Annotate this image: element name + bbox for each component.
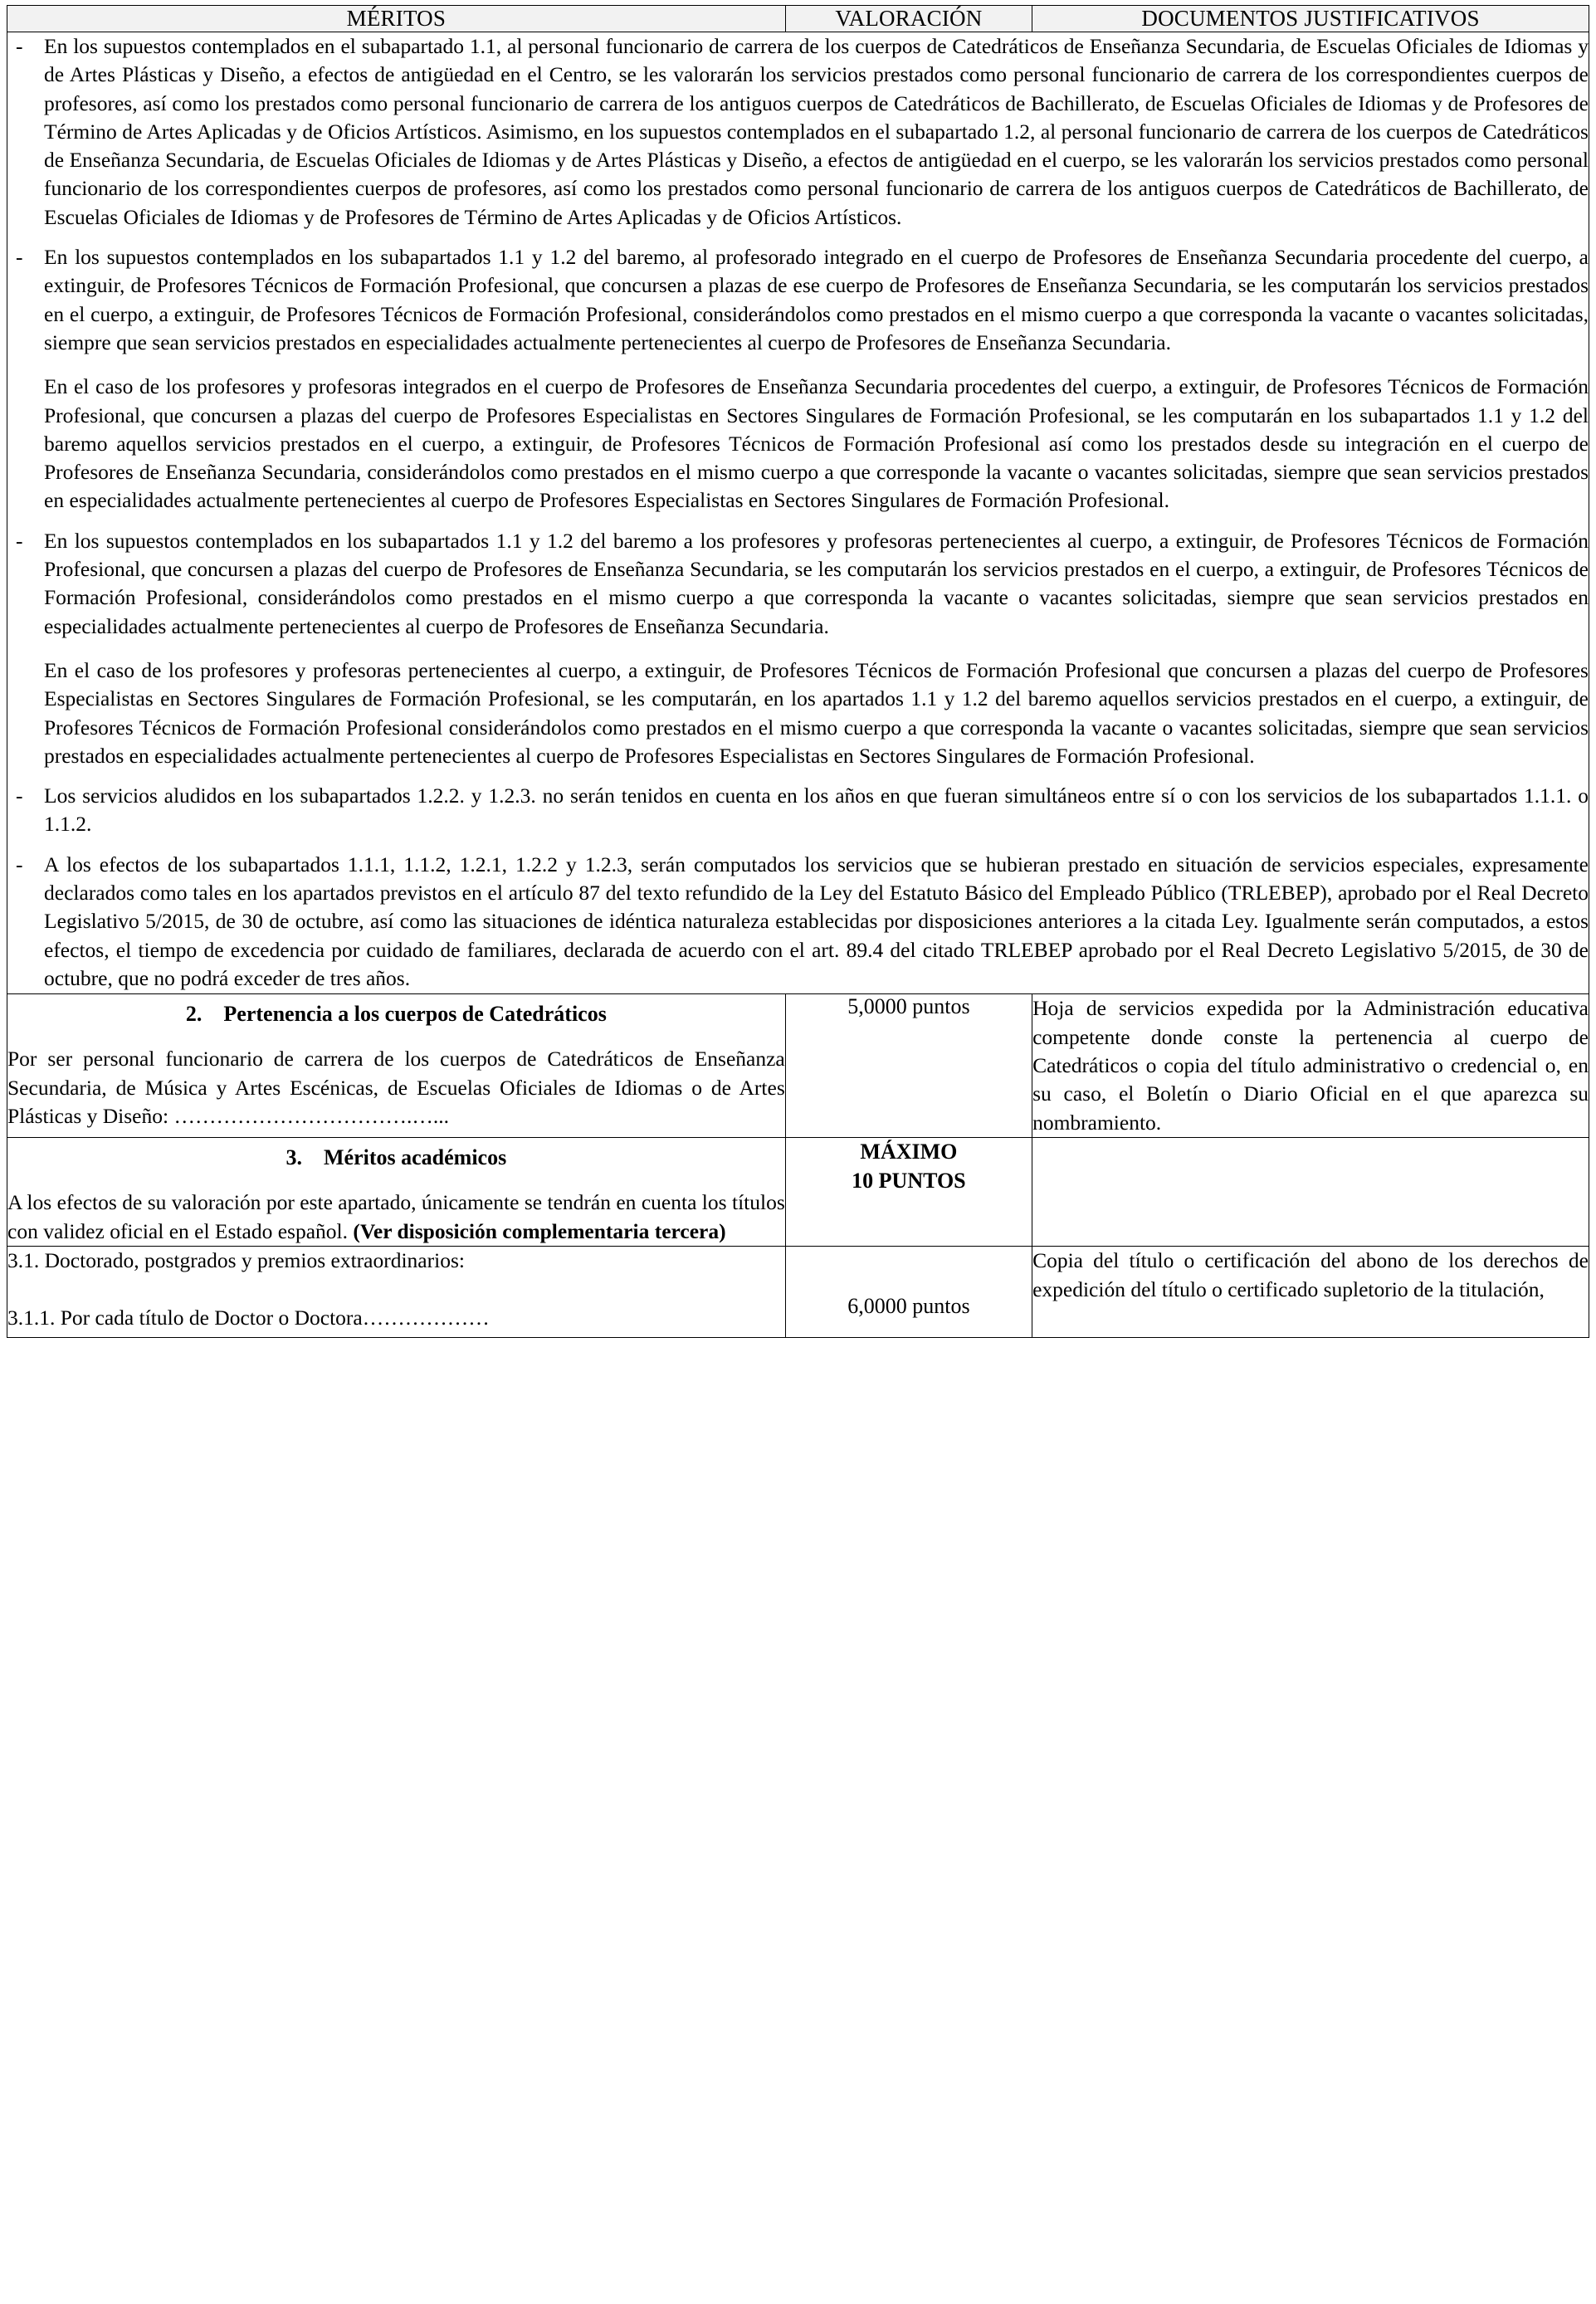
table-row-notes — [7, 32, 1589, 994]
section-3-title-text: Méritos académicos — [324, 1145, 507, 1170]
section-3-1-meritos-cell — [7, 1247, 786, 1338]
section-3-1-valoracion-cell: 6,0000 puntos — [785, 1247, 1032, 1338]
list-item — [7, 851, 1589, 993]
table-body — [7, 32, 1589, 1338]
section-3-title — [7, 1143, 785, 1172]
header-row — [7, 6, 1589, 32]
section-3-body-bold: (Ver disposición complementaria tercera) — [353, 1218, 726, 1243]
table-row-section-3-1 — [7, 1247, 1589, 1338]
section-3-1-documentos-cell: Copia del título o certificación del abono de los derechos de expedición del título o certificado supletorio de la titulación, — [1032, 1247, 1589, 1338]
section-3-1-1-item: 3.1.1. Por cada título de Doctor o Doctora……………… — [7, 1305, 490, 1330]
column-header-valoracion: VALORACIÓN — [785, 6, 1032, 32]
note-paragraph: - A los efectos de los subapartados 1.1.1, 1.1.2, 1.2.1, 1.2.2 y 1.2.3, serán computados los servicios que se hubieran prestado en situación de servicios especiales, expresamente declarados como tales en los apartados previstos en el artículo 87 del texto refundido de la Ley del Estatuto Básico del Empleado Público (TRLEBEP), aprobado por el Real Decreto Legislativo 5/2015, de 30 de octubre, así como las situaciones de idéntica naturaleza establecidas por disposiciones anteriores a la citada Ley. Igualmente serán computados, a estos efectos, el tiempo de excedencia por cuidado de familiares, declarada de acuerdo con el art. 89.4 del citado TRLEBEP aprobado por el Real Decreto Legislativo 5/2015, de 30 de octubre, que no podrá exceder de tres años. — [44, 852, 1589, 990]
table-row-section-2 — [7, 994, 1589, 1138]
section-2-title-text: Pertenencia a los cuerpos de Catedráticos — [223, 1002, 607, 1027]
list-item — [7, 243, 1589, 515]
column-header-meritos: MÉRITOS — [7, 6, 786, 32]
section-3-1-heading: 3.1. Doctorado, postgrados y premios extraordinarios: — [7, 1248, 465, 1273]
section-2-valoracion-cell: 5,0000 puntos — [785, 994, 1032, 1138]
section-2-documentos-cell: Hoja de servicios expedida por la Administración educativa competente donde conste la pertenencia al cuerpo de Catedráticos o copia del título administrativo o credencial o, en su caso, el Boletín o Diario Oficial en el que aparezca su nombramiento. — [1032, 994, 1589, 1138]
note-paragraph: - En los supuestos contemplados en el subapartado 1.1, al personal funcionario de carrera de los cuerpos de Catedráticos de Enseñanza Secundaria, de Escuelas Oficiales de Idiomas y de Artes Plásticas y Diseño, a efectos de antigüedad en el Centro, se les valorarán los servicios prestados como personal funcionario de carrera de los correspondientes cuerpos de profesores, así como los prestados como personal funcionario de carrera de los antiguos cuerpos de Catedráticos de Bachillerato, de Escuelas Oficiales de Idiomas y de Profesores de Término de Artes Aplicadas y de Oficios Artísticos. Asimismo, en los supuestos contemplados en el subapartado 1.2, al personal funcionario de carrera de los cuerpos de Catedráticos de Enseñanza Secundaria, de Escuelas Oficiales de Idiomas y de Artes Plásticas y Diseño, a efectos de antigüedad en el cuerpo, se les valorarán los servicios prestados como personal funcionario de los correspondientes cuerpos de profesores, así como los prestados como personal funcionario de carrera de los antiguos cuerpos de Catedráticos de Bachillerato, de Escuelas Oficiales de Idiomas y de Profesores de Término de Artes Aplicadas y de Oficios Artísticos. — [44, 34, 1589, 229]
section-3-meritos-cell — [7, 1138, 786, 1247]
notes-list — [7, 32, 1589, 993]
note-paragraph: En el caso de los profesores y profesoras pertenecientes al cuerpo, a extinguir, de Profesores Técnicos de Formación Profesional que concursen a plazas del cuerpo de Profesores Especialistas en Sectores Singulares de Formación Profesional, se les computarán, en los apartados 1.1 y 1.2 del baremo aquellos servicios prestados en el cuerpo, a extinguir, de Profesores Técnicos de Formación Profesional considerándolos como prestados en el mismo cuerpo a que corresponda la vacante o vacantes solicitadas, siempre que sean servicios prestados en especialidades actualmente pertenecientes al cuerpo de Profesores Especialistas en Sectores Singulares de Formación Profesional. — [44, 657, 1589, 768]
list-item — [7, 32, 1589, 232]
note-paragraph: En el caso de los profesores y profesoras integrados en el cuerpo de Profesores de Enseñanza Secundaria procedentes del cuerpo, a extinguir, de Profesores Técnicos de Formación Profesional, que concursen a plazas del cuerpo de Profesores Especialistas en Sectores Singulares de Formación Profesional, se les computarán en los subapartados 1.1 y 1.2 del baremo aquellos servicios prestados en el cuerpo, a extinguir, de Profesores Técnicos de Formación Profesional así como los prestados desde su integración en el cuerpo de Profesores de Enseñanza Secundaria, considerándolos como prestados en el mismo cuerpo a que corresponde la vacante o vacantes solicitadas, siempre que sean servicios prestados en especialidades actualmente pertenecientes al cuerpo de Profesores Especialistas en Sectores Singulares de Formación Profesional. — [44, 374, 1589, 513]
list-item — [7, 527, 1589, 770]
section-2-number: 2. — [185, 1002, 203, 1027]
note-paragraph: - En los supuestos contemplados en los subapartados 1.1 y 1.2 del baremo, al profesorado integrado en el cuerpo de Profesores de Enseñanza Secundaria procedente del cuerpo, a extinguir, de Profesores Técnicos de Formación Profesional, que concursen a plazas de ese cuerpo de Profesores de Enseñanza Secundaria, se les computarán los servicios prestados en el cuerpo, a extinguir, de Profesores Técnicos de Formación Profesional, considerándolos como prestados en el mismo cuerpo a que corresponda la vacante o vacantes solicitadas, siempre que sean servicios prestados en especialidades actualmente pertenecientes al cuerpo de Profesores de Enseñanza Secundaria. — [44, 245, 1589, 354]
section-3-valoracion-line2: 10 PUNTOS — [852, 1168, 966, 1193]
note-paragraph: - En los supuestos contemplados en los subapartados 1.1 y 1.2 del baremo a los profesores y profesoras pertenecientes al cuerpo, a extinguir, de Profesores Técnicos de Formación Profesional, que concursen a plazas del cuerpo de Profesores de Enseñanza Secundaria, se les computarán los servicios prestados en el cuerpo, a extinguir, de Profesores Técnicos de Formación Profesional, considerándolos como prestados en el mismo cuerpo a que corresponda la vacante o vacantes solicitadas, siempre que sean servicios prestados en especialidades actualmente pertenecientes al cuerpo de Profesores de Enseñanza Secundaria. — [44, 528, 1589, 638]
section-2-body: Por ser personal funcionario de carrera de los cuerpos de Catedráticos de Enseñanza Secundaria, de Música y Artes Escénicas, de Escuelas Oficiales de Idiomas o de Artes Plásticas y Diseño: …………………………….…... — [7, 1047, 785, 1129]
baremo-table — [7, 5, 1589, 1338]
section-3-number: 3. — [286, 1145, 303, 1170]
table-header — [7, 6, 1589, 32]
list-item — [7, 782, 1589, 839]
section-2-title — [7, 999, 785, 1028]
section-3-valoracion-line1: MÁXIMO — [860, 1140, 958, 1164]
section-2-meritos-cell — [7, 994, 786, 1138]
column-header-documentos: DOCUMENTOS JUSTIFICATIVOS — [1032, 6, 1589, 32]
section-3-body-plain: A los efectos de su valoración por este apartado, únicamente se tendrán en cuenta los títulos con validez oficial en el Estado español. — [7, 1190, 785, 1243]
table-row-section-3 — [7, 1138, 1589, 1247]
note-paragraph: - Los servicios aludidos en los subapartados 1.2.2. y 1.2.3. no serán tenidos en cuenta en los años en que fueran simultáneos entre sí o con los servicios de los subapartados 1.1.1. o 1.1.2. — [44, 783, 1589, 837]
notes-cell — [7, 32, 1589, 994]
section-3-body — [7, 1189, 785, 1246]
section-3-valoracion-cell — [785, 1138, 1032, 1247]
section-3-documentos-cell — [1032, 1138, 1589, 1247]
